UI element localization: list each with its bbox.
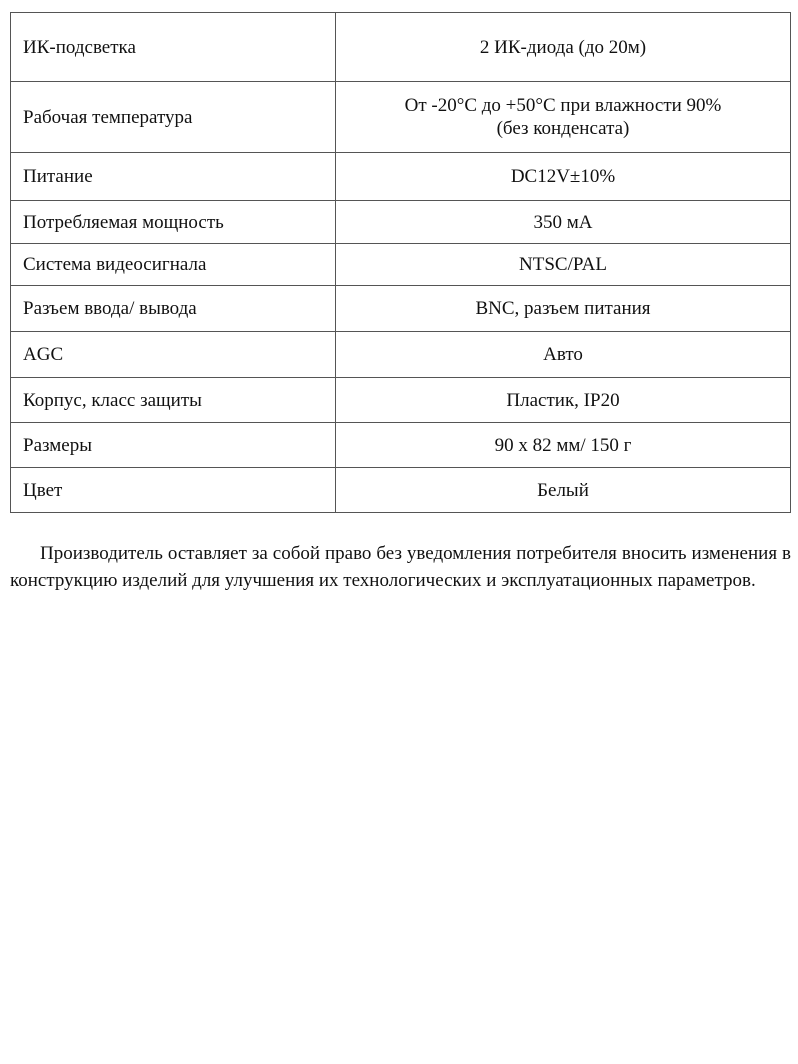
param-name: Корпус, класс защиты (11, 378, 336, 423)
table-row (11, 332, 791, 378)
param-name: Система видеосигнала (11, 244, 336, 286)
table-row (11, 82, 791, 153)
table-row (11, 153, 791, 201)
param-name: AGC (11, 332, 336, 378)
param-name: ИК-подсветка (11, 13, 336, 82)
param-value: BNC, разъем питания (336, 286, 791, 332)
param-value-line: От -20°С до +50°С при влажности 90% (404, 95, 722, 116)
param-value-line: (без конденсата) (496, 118, 630, 139)
param-name: Питание (11, 153, 336, 201)
table-row (11, 244, 791, 286)
table-row (11, 13, 791, 82)
table-row (11, 468, 791, 513)
param-value: 350 мА (336, 201, 791, 244)
param-name: Разъем ввода/ вывода (11, 286, 336, 332)
table-row (11, 201, 791, 244)
param-value: 90 х 82 мм/ 150 г (336, 423, 791, 468)
param-value: Авто (336, 332, 791, 378)
param-value: DC12V±10% (336, 153, 791, 201)
param-name: Размеры (11, 423, 336, 468)
disclaimer-paragraph: Производитель оставляет за собой право без уведомления потребителя вносить изменения в конструкцию изделий для улучшения их технологических и эксплуатационных параметров. (10, 543, 791, 591)
table-row (11, 286, 791, 332)
param-name: Потребляемая мощность (11, 201, 336, 244)
param-name: Рабочая температура (11, 82, 336, 153)
param-value: 2 ИК-диода (до 20м) (336, 13, 791, 82)
spec-table (10, 12, 791, 513)
param-value: Белый (336, 468, 791, 513)
param-value: NTSC/PAL (336, 244, 791, 286)
param-name: Цвет (11, 468, 336, 513)
param-value (336, 82, 791, 153)
table-row (11, 378, 791, 423)
table-row (11, 423, 791, 468)
param-value: Пластик, IP20 (336, 378, 791, 423)
